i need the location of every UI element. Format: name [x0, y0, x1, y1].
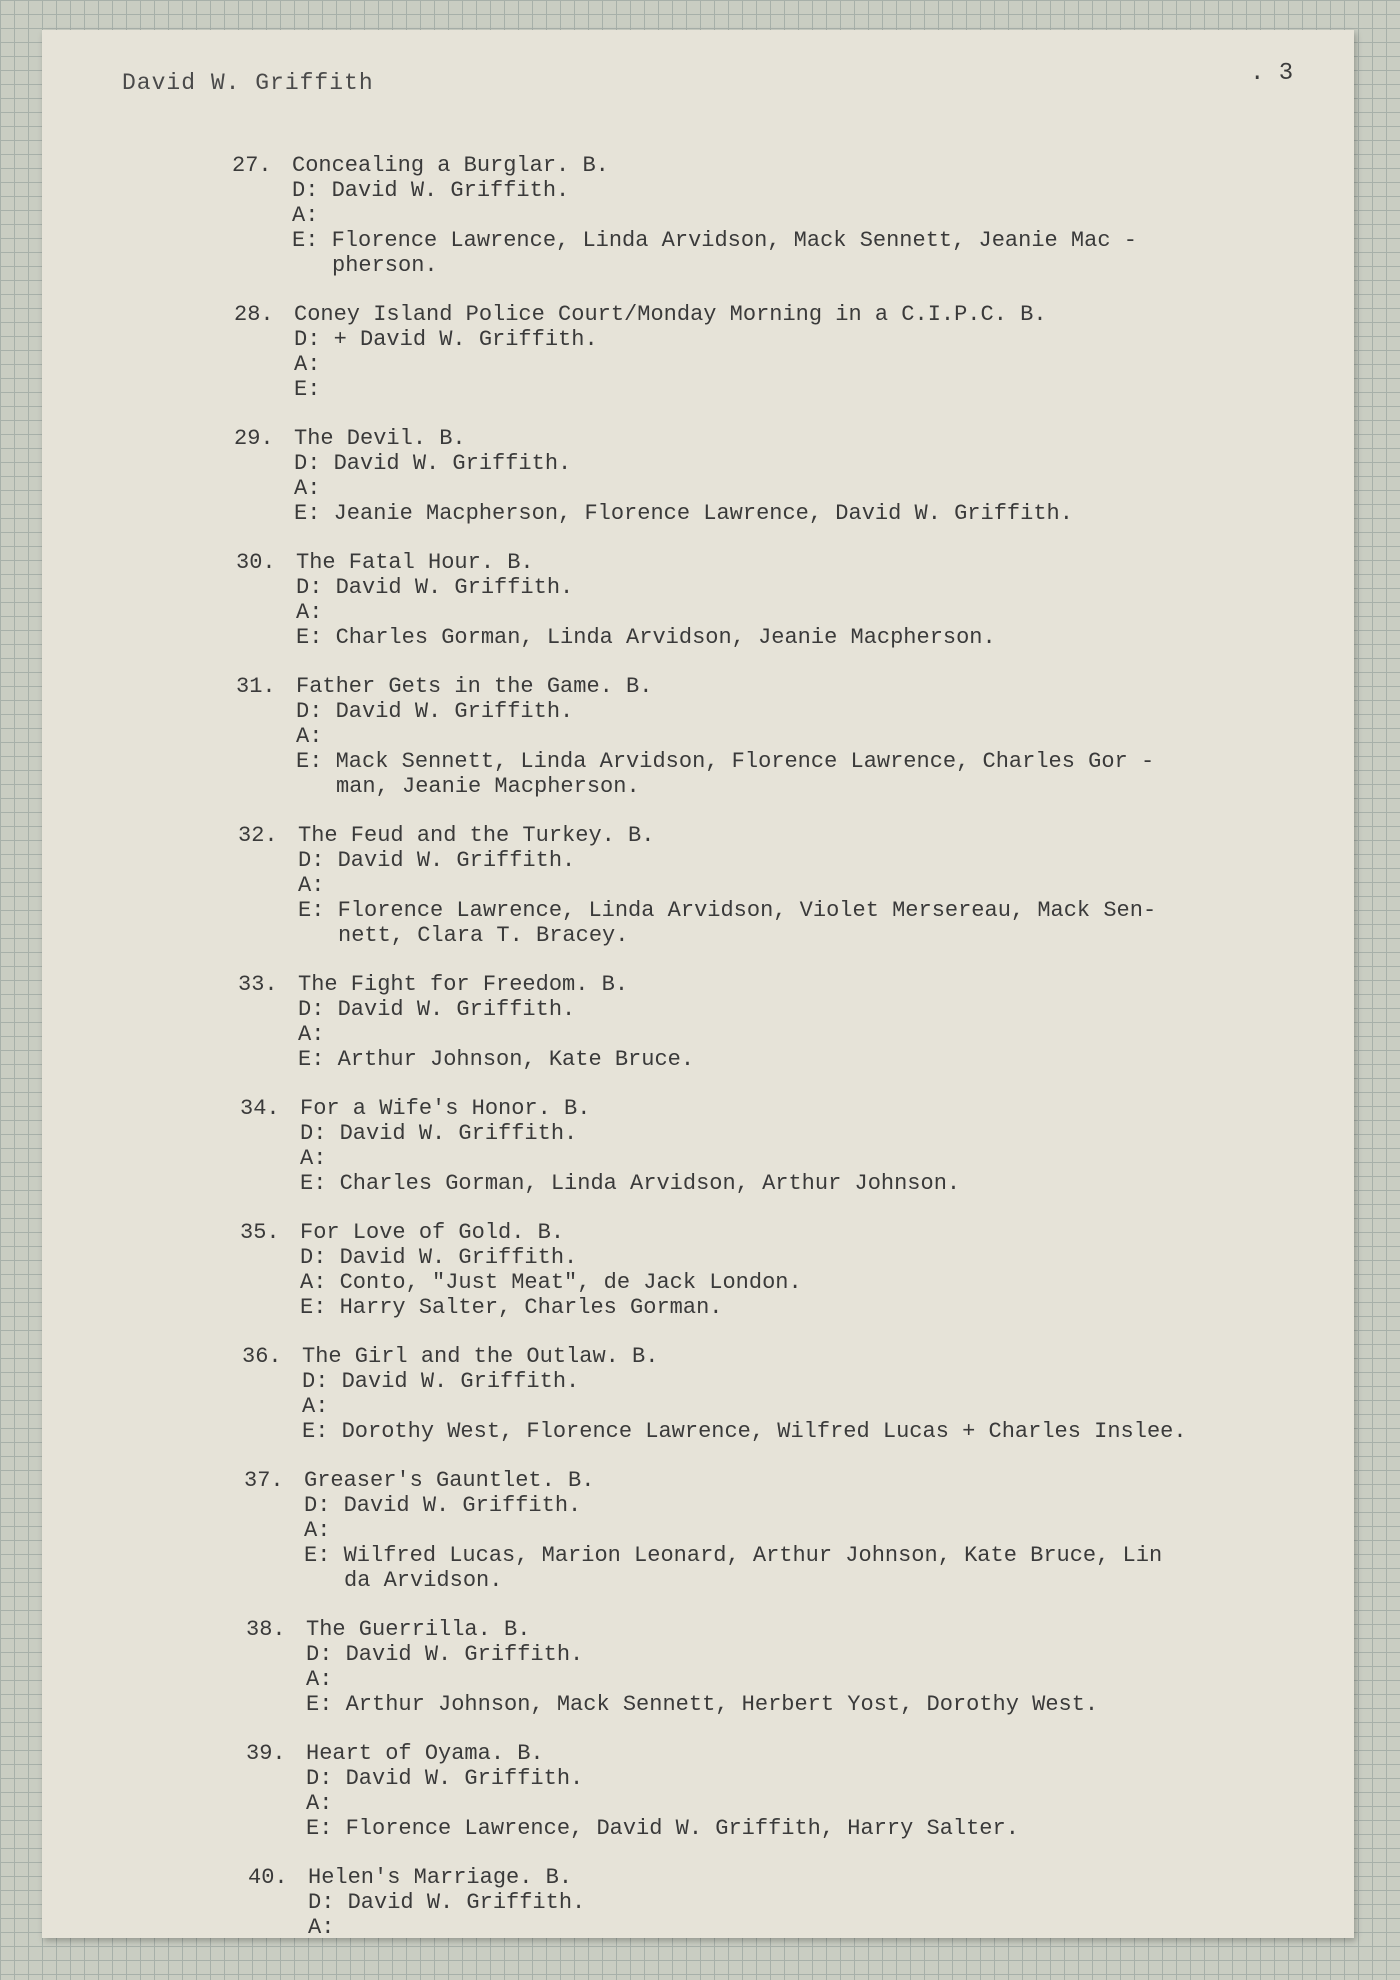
entry-title: For a Wife's Honor. B. [300, 1096, 591, 1121]
entry-director: D: David W. Griffith. [306, 1642, 584, 1667]
entry-cast-continued: man, Jeanie Macpherson. [336, 774, 640, 799]
entry-argument: A: Conto, "Just Meat", de Jack London. [300, 1270, 802, 1295]
entry-argument: A: [304, 1518, 331, 1543]
entry-director: D: David W. Griffith. [302, 1369, 580, 1394]
entry-number: 30. [236, 550, 276, 575]
entry-cast-continued: nett, Clara T. Bracey. [338, 923, 629, 948]
entry-number: 33. [238, 972, 278, 997]
entry-title: Heart of Oyama. B. [306, 1741, 544, 1766]
entry-title: Concealing a Burglar. B. [292, 153, 609, 178]
entry-cast: E: Wilfred Lucas, Marion Leonard, Arthur Johnson, Kate Bruce, Lin [304, 1543, 1163, 1568]
entry-director: D: David W. Griffith. [300, 1121, 578, 1146]
entry-number: 35. [240, 1220, 280, 1245]
entry-number: 34. [240, 1096, 280, 1121]
entry-number: 37. [244, 1468, 284, 1493]
page-header-name: David W. Griffith [122, 70, 374, 96]
entry-cast: E: Dorothy West, Florence Lawrence, Wilfred Lucas + Charles Inslee. [302, 1419, 1187, 1444]
entry-cast: E: Arthur Johnson, Kate Bruce. [298, 1047, 695, 1072]
film-entry [236, 550, 1362, 650]
film-entry [246, 1617, 1362, 1717]
entry-title: Coney Island Police Court/Monday Morning in a C.I.P.C. B. [294, 302, 1047, 327]
entry-cast: E: Mack Sennett, Linda Arvidson, Florence Lawrence, Charles Gor - [296, 749, 1155, 774]
entry-director: D: David W. Griffith. [308, 1890, 586, 1915]
entry-number: 27. [232, 153, 272, 178]
entry-argument: A: [298, 873, 325, 898]
entry-director: D: David W. Griffith. [292, 178, 570, 203]
film-list [232, 153, 1362, 1964]
entry-title: Father Gets in the Game. B. [296, 674, 653, 699]
entry-number: 40. [248, 1865, 288, 1890]
entry-title: The Girl and the Outlaw. B. [302, 1344, 659, 1369]
entry-title: The Devil. B. [294, 426, 466, 451]
entry-number: 39. [246, 1741, 286, 1766]
page-number: . 3 [1250, 60, 1294, 87]
entry-director: D: David W. Griffith. [300, 1245, 578, 1270]
entry-cast: E: Jeanie Macpherson, Florence Lawrence, David W. Griffith. [294, 501, 1073, 526]
entry-cast: E: Charles Gorman, Linda Arvidson, Jeanie Macpherson. [296, 625, 996, 650]
entry-number: 32. [238, 823, 278, 848]
entry-argument: A: [308, 1915, 335, 1940]
entry-title: The Fatal Hour. B. [296, 550, 534, 575]
film-entry [238, 972, 1362, 1072]
entry-argument: A: [298, 1022, 325, 1047]
entry-director: D: David W. Griffith. [294, 451, 572, 476]
entry-cast: E: [294, 377, 321, 402]
entry-argument: A: [294, 352, 321, 377]
entry-director: D: David W. Griffith. [304, 1493, 582, 1518]
entry-director: D: David W. Griffith. [296, 575, 574, 600]
entry-title: The Guerrilla. B. [306, 1617, 531, 1642]
film-entry [234, 426, 1362, 526]
film-entry [242, 1344, 1362, 1444]
entry-cast-continued: da Arvidson. [344, 1568, 503, 1593]
entry-cast: E: Florence Lawrence, Linda Arvidson, Mack Sennett, Jeanie Mac - [292, 228, 1137, 253]
entry-director: D: David W. Griffith. [298, 848, 576, 873]
film-entry [246, 1741, 1362, 1841]
film-entry [240, 1096, 1362, 1196]
entry-number: 36. [242, 1344, 282, 1369]
entry-argument: A: [296, 600, 323, 625]
film-entry [244, 1468, 1362, 1593]
entry-argument: A: [294, 476, 321, 501]
entry-title: The Fight for Freedom. B. [298, 972, 629, 997]
entry-title: For Love of Gold. B. [300, 1220, 565, 1245]
entry-cast: E: Harry Salter, Charles Gorman. [300, 1295, 723, 1320]
entry-argument: A: [306, 1667, 333, 1692]
entry-number: 31. [236, 674, 276, 699]
film-entry [238, 823, 1362, 948]
entry-director: D: David W. Griffith. [298, 997, 576, 1022]
entry-number: 28. [234, 302, 274, 327]
film-entry [234, 302, 1362, 402]
entry-title: Helen's Marriage. B. [308, 1865, 573, 1890]
entry-cast: E: Arthur Johnson, Mack Sennett, Herbert Yost, Dorothy West. [306, 1692, 1099, 1717]
entry-title: Greaser's Gauntlet. B. [304, 1468, 595, 1493]
entry-cast: E: Florence Lawrence, David W. Griffith, Harry Salter. [306, 1816, 1019, 1841]
entry-argument: A: [302, 1394, 329, 1419]
entry-number: 38. [246, 1617, 286, 1642]
entry-cast-continued: pherson. [332, 253, 438, 278]
entry-argument: A: [306, 1791, 333, 1816]
entry-cast: E: Charles Gorman, Linda Arvidson, Arthur Johnson. [300, 1171, 961, 1196]
entry-number: 29. [234, 426, 274, 451]
entry-argument: A: [300, 1146, 327, 1171]
entry-title: The Feud and the Turkey. B. [298, 823, 655, 848]
entry-director: D: + David W. Griffith. [294, 327, 598, 352]
entry-director: D: David W. Griffith. [306, 1766, 584, 1791]
entry-cast: E: Florence Lawrence, Linda Arvidson, Violet Mersereau, Mack Sen- [298, 898, 1157, 923]
film-entry [248, 1865, 1362, 1940]
typewritten-page [42, 30, 1354, 1938]
film-entry [232, 153, 1362, 278]
entry-argument: A: [296, 724, 323, 749]
film-entry [236, 674, 1362, 799]
entry-director: D: David W. Griffith. [296, 699, 574, 724]
entry-argument: A: [292, 203, 319, 228]
film-entry [240, 1220, 1362, 1320]
